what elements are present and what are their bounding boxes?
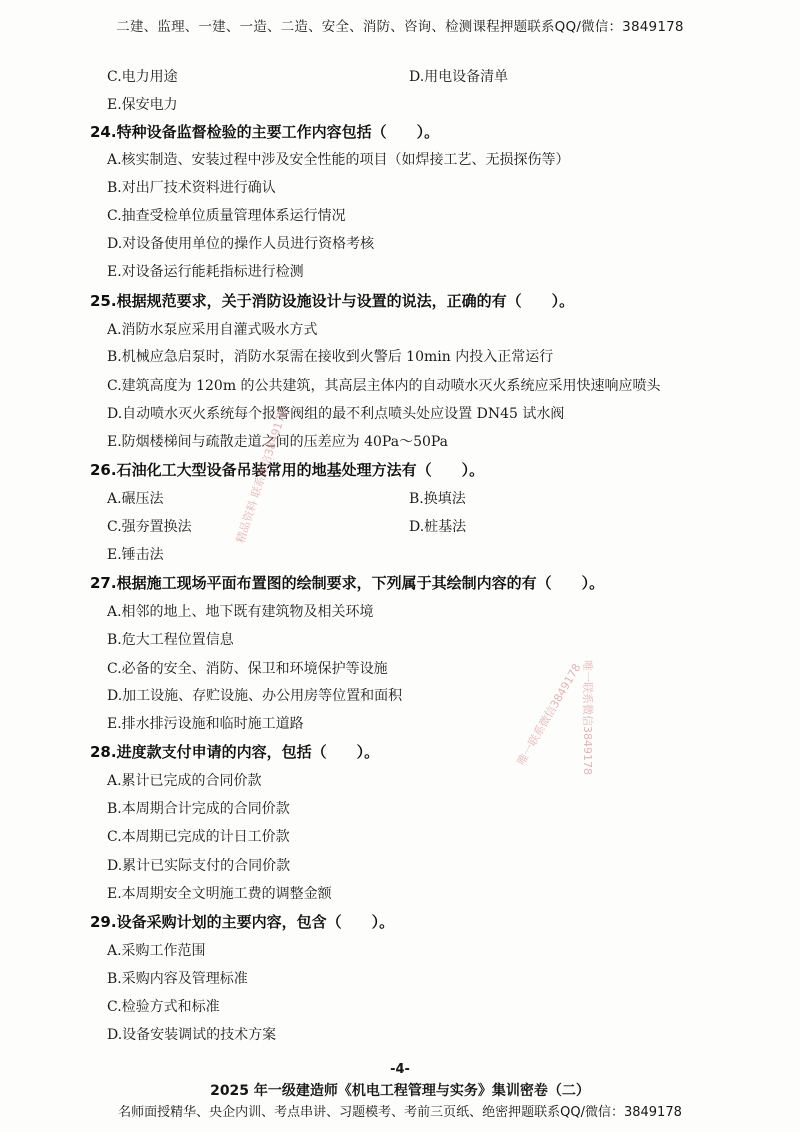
- option-d: D.自动喷水灭火系统每个报警阀组的最不利点喷头处应设置 DN45 试水阀: [107, 406, 565, 422]
- watermark: 唯一联系微信3849178: [581, 660, 594, 775]
- option-e: E.排水排污设施和临时施工道路: [107, 716, 304, 732]
- option-d: D.累计已实际支付的合同价款: [107, 858, 291, 874]
- question-24: 24.特种设备监督检验的主要工作内容包括（ ）。: [90, 123, 440, 141]
- option-d: D.用电设备清单: [409, 69, 509, 85]
- question-28: 28.进度款支付申请的内容，包括（ ）。: [90, 743, 380, 761]
- option-b: B.采购内容及管理标准: [107, 971, 248, 987]
- option-e: E.保安电力: [107, 97, 178, 113]
- option-a: A.采购工作范围: [107, 943, 206, 959]
- option-d: D.对设备使用单位的操作人员进行资格考核: [107, 236, 375, 252]
- option-d: D.桩基法: [409, 519, 467, 535]
- option-e: E.对设备运行能耗指标进行检测: [107, 264, 304, 280]
- option-a: A.累计已完成的合同价款: [107, 773, 262, 789]
- question-27: 27.根据施工现场平面布置图的绘制要求，下列属于其绘制内容的有（ ）。: [90, 574, 605, 592]
- option-a: A.消防水泵应采用自灌式吸水方式: [107, 322, 318, 338]
- option-c: C.检验方式和标准: [107, 999, 220, 1015]
- option-c: C.强夯置换法: [107, 519, 192, 535]
- question-25: 25.根据规范要求，关于消防设施设计与设置的说法，正确的有（ ）。: [90, 292, 575, 310]
- option-c: C.抽查受检单位质量管理体系运行情况: [107, 208, 346, 224]
- option-b: B.机械应急启泵时，消防水泵需在接收到火警后 10min 内投入正常运行: [107, 349, 554, 365]
- option-e: E.防烟楼梯间与疏散走道之间的压差应为 40Pa～50Pa: [107, 434, 449, 450]
- option-b: B.本周期合计完成的合同价款: [107, 801, 290, 817]
- question-29: 29.设备采购计划的主要内容，包含（ ）。: [90, 913, 395, 931]
- option-a: A.相邻的地上、地下既有建筑物及相关环境: [107, 604, 374, 620]
- watermark: 唯一联系微信3849178: [514, 661, 584, 768]
- footer-ad: 名师面授精华、央企内训、考点串讲、习题模考、考前三页纸、绝密押题联系QQ/微信：3849178: [118, 1105, 682, 1120]
- question-26: 26.石油化工大型设备吊装常用的地基处理方法有（ ）。: [90, 461, 485, 479]
- option-a: A.核实制造、安装过程中涉及安全性能的项目（如焊接工艺、无损探伤等）: [107, 152, 570, 168]
- option-b: B.对出厂技术资料进行确认: [107, 180, 276, 196]
- page-header: 二建、监理、一建、一造、二造、安全、消防、咨询、检测课程押题联系QQ/微信：3849178: [116, 19, 684, 35]
- page-number: -4-: [390, 1062, 410, 1077]
- footer-title: 2025 年一级建造师《机电工程管理与实务》集训密卷（二）: [210, 1083, 590, 1099]
- option-c: C.本周期已完成的计日工价款: [107, 829, 290, 845]
- option-e: E.本周期安全文明施工费的调整金额: [107, 886, 332, 902]
- option-b: B.危大工程位置信息: [107, 632, 234, 648]
- option-e: E.锤击法: [107, 547, 164, 563]
- option-a: A.碾压法: [107, 491, 164, 507]
- option-c: C.电力用途: [107, 69, 178, 85]
- option-d: D.设备安装调试的技术方案: [107, 1027, 277, 1043]
- option-b: B.换填法: [409, 491, 466, 507]
- option-c: C.建筑高度为 120m 的公共建筑，其高层主体内的自动喷水灭火系统应采用快速响应喷头: [107, 378, 661, 394]
- watermark: 精品资料 联系微信3849178: [233, 406, 290, 545]
- option-d: D.加工设施、存贮设施、办公用房等位置和面积: [107, 688, 403, 704]
- option-c: C.必备的安全、消防、保卫和环境保护等设施: [107, 661, 388, 677]
